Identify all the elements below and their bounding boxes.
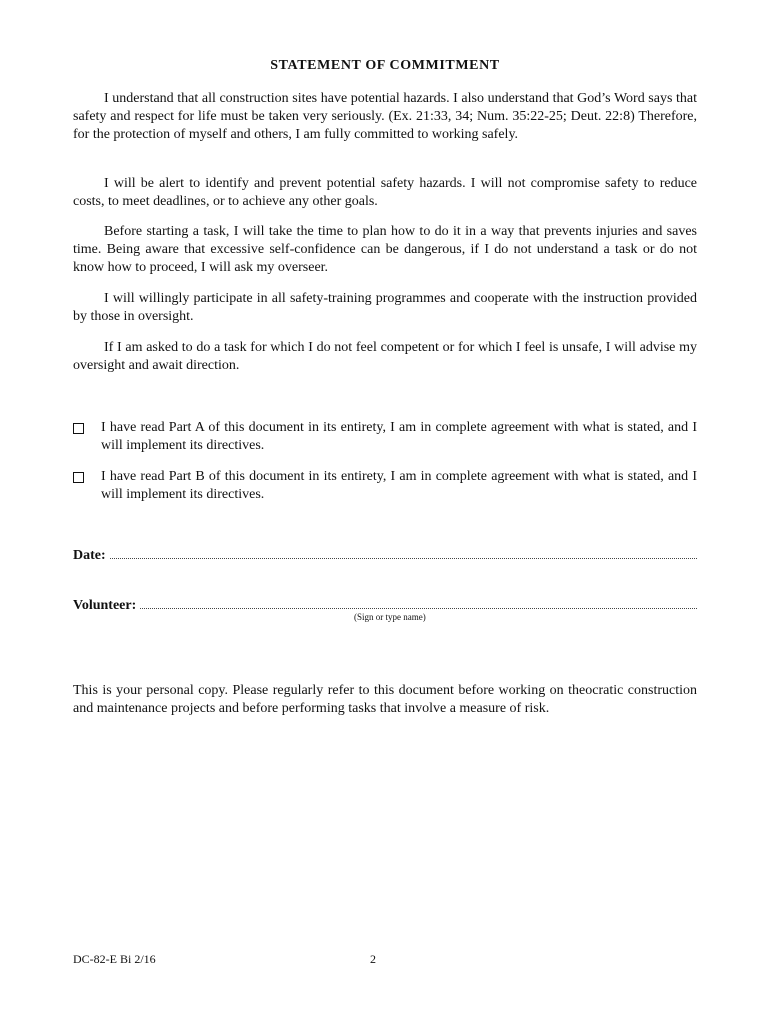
part-a-label: I have read Part A of this document in its entirety, I am in complete agreement with what is stated, and I will implement its directives. <box>101 420 697 453</box>
part-b-label: I have read Part B of this document in its entirety, I am in complete agreement with what is stated, and I will implement its directives. <box>101 469 697 502</box>
volunteer-label: Volunteer: <box>73 598 137 613</box>
date-field <box>73 548 697 564</box>
form-code: DC-82-E Bi 2/16 <box>73 952 156 966</box>
paragraph-competence: If I am asked to do a task for which I do not feel competent or for which I feel is unsafe, I will advise my oversight and await direction. <box>73 340 697 373</box>
date-label: Date: <box>73 548 106 563</box>
paragraph-training: I will willingly participate in all safety-training programmes and cooperate with the instruction provided by those in oversight. <box>73 291 697 324</box>
part-a-checkbox[interactable] <box>73 423 84 434</box>
agreement-part-a <box>73 419 697 455</box>
paragraph-hazards: I understand that all construction sites have potential hazards. I also understand that God’s Word says that safety and respect for life must be taken very seriously. (Ex. 21:33, 34; Num. 35:22-25; Deut. 22:8) Therefore, for the protection of myself and others, I am fully committed to working safely. <box>73 91 697 142</box>
page-number: 2 <box>370 952 376 966</box>
date-input-line[interactable] <box>110 548 697 559</box>
closing-note: This is your personal copy. Please regularly refer to this document before working on theocratic construction and maintenance projects and before performing tasks that involve a measure of risk. <box>73 683 697 716</box>
volunteer-input-line[interactable] <box>140 598 697 609</box>
volunteer-hint: (Sign or type name) <box>354 612 426 622</box>
agreement-part-b <box>73 468 697 504</box>
document-title: STATEMENT OF COMMITMENT <box>270 58 500 73</box>
part-b-checkbox[interactable] <box>73 472 84 483</box>
paragraph-planning: Before starting a task, I will take the time to plan how to do it in a way that prevents injuries and saves time. Being aware that excessive self-confidence can be dangerous, if I do not understand a task or do not know how to proceed, I will ask my overseer. <box>73 224 697 275</box>
paragraph-alert: I will be alert to identify and prevent potential safety hazards. I will not compromise safety to reduce costs, to meet deadlines, or to achieve any other goals. <box>73 176 697 209</box>
